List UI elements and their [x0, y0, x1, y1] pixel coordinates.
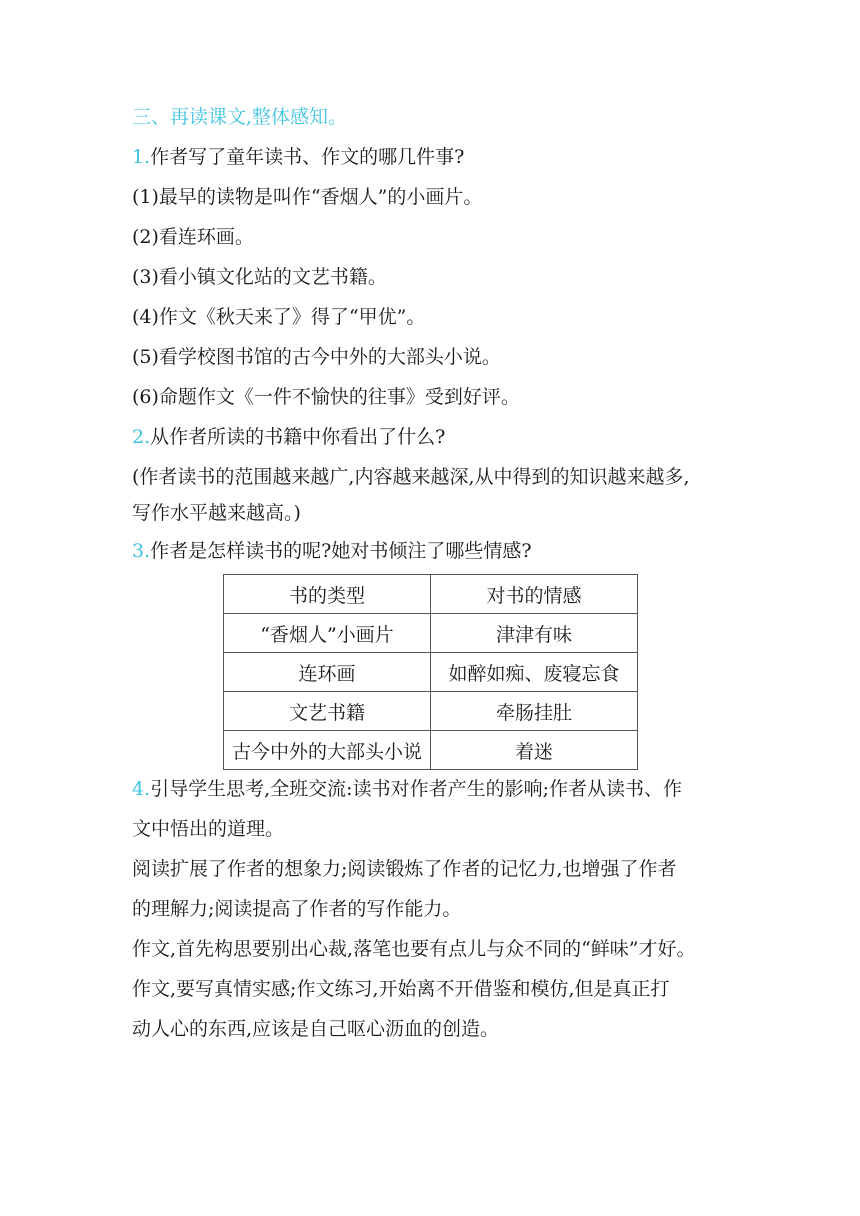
answer-line: (6)命题作文《一件不愉快的往事》受到好评。 — [132, 386, 520, 408]
answer-line: 作文,要写真情实感;作文练习,开始离不开借鉴和模仿,但是真正打 — [132, 978, 670, 1000]
answer-line: (3)看小镇文化站的文艺书籍。 — [132, 266, 387, 288]
question-4 — [132, 776, 752, 802]
answer-line: 阅读扩展了作者的想象力;阅读锻炼了作者的记忆力,也增强了作者 — [132, 858, 677, 880]
table-cell: 连环画 — [224, 653, 431, 692]
question-number: 1. — [132, 146, 151, 168]
question-number: 3. — [132, 540, 151, 562]
answer-line: (2)看连环画。 — [132, 226, 254, 248]
table-cell: 如醉如痴、废寝忘食 — [431, 653, 638, 692]
table-cell: 津津有味 — [431, 614, 638, 653]
question-number: 2. — [132, 426, 151, 448]
table-cell: 文艺书籍 — [224, 692, 431, 731]
book-emotion-table — [223, 574, 638, 770]
answer-line: 动人心的东西,应该是自己呕心沥血的创造。 — [132, 1018, 500, 1040]
question-text: 从作者所读的书籍中你看出了什么? — [150, 426, 446, 448]
answer-line: (4)作文《秋天来了》得了“甲优”。 — [132, 306, 426, 328]
table-cell: “香烟人”小画片 — [224, 614, 431, 653]
table-row — [224, 614, 638, 653]
section-title: 三、再读课文,整体感知。 — [132, 106, 348, 128]
table-cell: 古今中外的大部头小说 — [224, 731, 431, 770]
table-cell: 着迷 — [431, 731, 638, 770]
table-row — [224, 692, 638, 731]
answer-line: 的理解力;阅读提高了作者的写作能力。 — [132, 898, 462, 920]
table-row — [224, 653, 638, 692]
question-3 — [132, 538, 752, 564]
answer-line: (1)最早的读物是叫作“香烟人”的小画片。 — [132, 186, 483, 208]
table-cell: 牵肠挂肚 — [431, 692, 638, 731]
question-text-continued: 文中悟出的道理。 — [132, 818, 285, 840]
question-2 — [132, 424, 752, 450]
table-header-row — [224, 575, 638, 614]
answer-line: (作者读书的范围越来越广,内容越来越深,从中得到的知识越来越多, — [132, 466, 690, 488]
table-row — [224, 731, 638, 770]
question-text: 作者是怎样读书的呢?她对书倾注了哪些情感? — [150, 540, 532, 562]
question-number: 4. — [132, 778, 151, 800]
answer-line: 写作水平越来越高。) — [132, 502, 301, 524]
question-1 — [132, 144, 752, 170]
answer-line: 作文,首先构思要别出心裁,落笔也要有点儿与众不同的“鲜味”才好。 — [132, 938, 696, 960]
table-header-cell: 书的类型 — [224, 575, 431, 614]
answer-line: (5)看学校图书馆的古今中外的大部头小说。 — [132, 346, 501, 368]
question-text: 引导学生思考,全班交流:读书对作者产生的影响;作者从读书、作 — [150, 778, 682, 800]
question-text: 作者写了童年读书、作文的哪几件事? — [150, 146, 465, 168]
table-header-cell: 对书的情感 — [431, 575, 638, 614]
